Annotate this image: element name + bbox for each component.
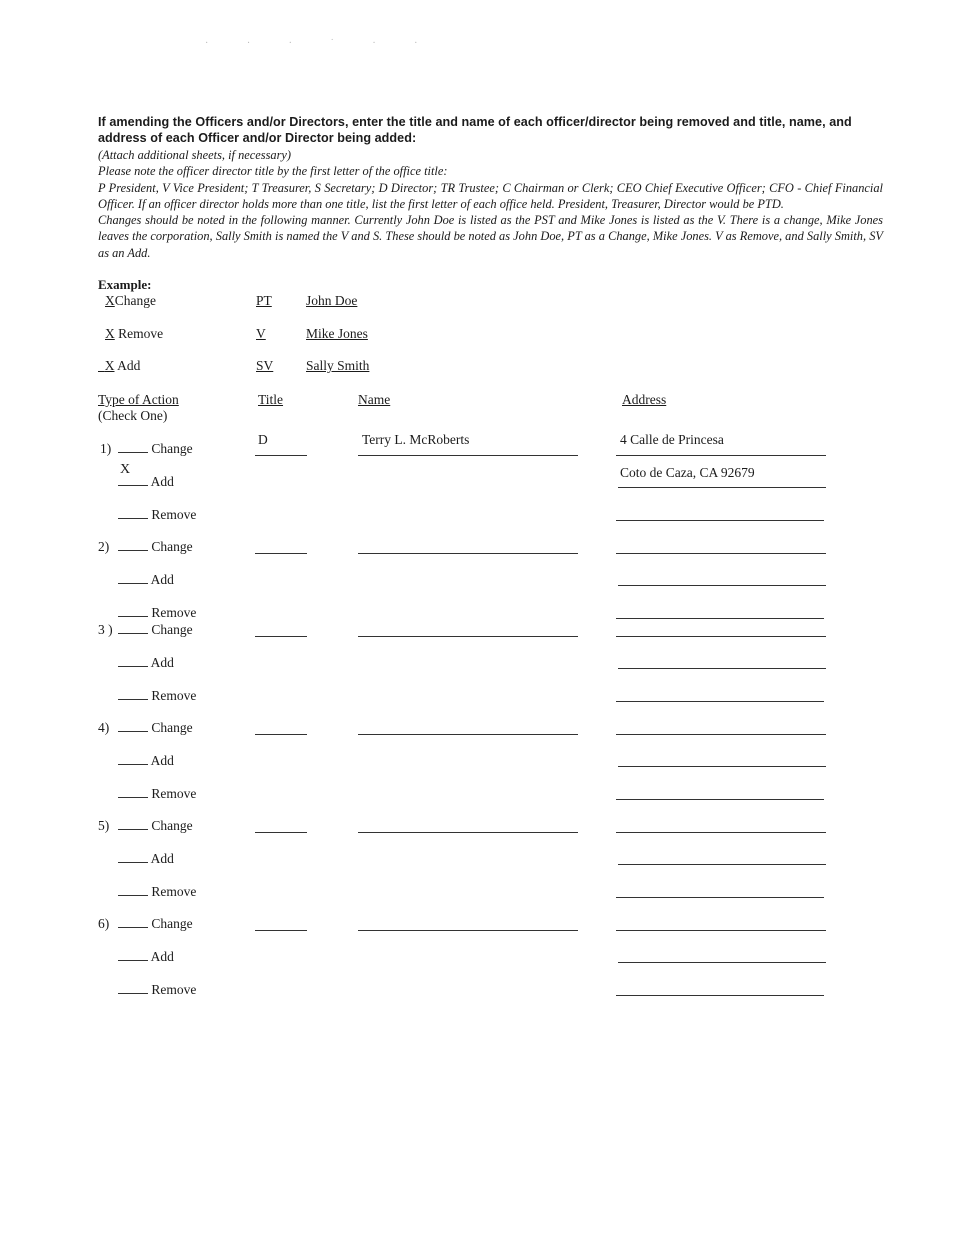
action-add-checkbox[interactable] xyxy=(118,572,148,584)
attach-note: (Attach additional sheets, if necessary) xyxy=(98,148,292,162)
action-add-checkbox[interactable] xyxy=(118,949,148,961)
action-change[interactable] xyxy=(118,916,193,932)
example-mark: X xyxy=(105,293,115,308)
changes-note: Changes should be noted in the following manner. Currently John Doe is listed as the PST and Mike Jones is listed as the V. There is a change, Mike Jones leaves the corporation, Sally Smith is named the V and S. These should be noted as John Doe, PT as a Change, Mike Jones. V as Remove, and Sally Smith, SV as an Add. xyxy=(98,213,883,260)
action-remove-checkbox[interactable] xyxy=(118,884,148,896)
action-add-label: Add xyxy=(150,655,174,670)
example-action: Remove xyxy=(118,326,164,341)
action-remove-label: Remove xyxy=(151,605,197,620)
title-field-line xyxy=(255,553,307,554)
name-field-line xyxy=(358,734,578,735)
example-mark: X xyxy=(104,358,115,373)
action-remove-checkbox[interactable] xyxy=(118,507,148,519)
action-change-label: Change xyxy=(151,916,193,931)
address-line3-field xyxy=(616,995,824,996)
action-add-checkbox[interactable] xyxy=(118,655,148,667)
example-action: Change xyxy=(114,293,156,308)
example-mark: X xyxy=(105,326,115,341)
action-change[interactable] xyxy=(118,622,193,638)
example-title: V xyxy=(256,326,266,341)
name-value[interactable]: Terry L. McRoberts xyxy=(362,432,470,447)
example-title: SV xyxy=(256,358,274,373)
action-add-checkbox[interactable] xyxy=(118,851,148,863)
instructions xyxy=(98,147,883,261)
entry-number: 5) xyxy=(98,818,110,833)
action-add-label: Add xyxy=(150,753,174,768)
action-remove-checkbox[interactable] xyxy=(118,982,148,994)
address-line2-field xyxy=(618,668,826,669)
action-remove-label: Remove xyxy=(151,884,197,899)
scan-specks: · · · ˙ · · xyxy=(205,38,436,49)
action-add-label: Add xyxy=(150,572,174,587)
action-remove-label: Remove xyxy=(151,507,197,522)
header-check-one: (Check One) xyxy=(98,408,168,423)
name-field-line xyxy=(358,553,578,554)
action-remove-label: Remove xyxy=(151,982,197,997)
example-name: Sally Smith xyxy=(306,358,370,373)
action-remove-checkbox[interactable] xyxy=(118,786,148,798)
action-add[interactable] xyxy=(118,572,174,588)
action-change-checkbox[interactable] xyxy=(118,622,148,634)
entry-number: 4) xyxy=(98,720,110,735)
action-change[interactable] xyxy=(118,818,193,834)
add-check-mark: X xyxy=(120,462,131,477)
action-change-checkbox[interactable] xyxy=(118,441,148,453)
example-row-remove xyxy=(105,326,163,342)
action-change-label: Change xyxy=(151,720,193,735)
address-line2-value[interactable]: Coto de Caza, CA 92679 xyxy=(620,465,755,480)
action-change[interactable] xyxy=(118,720,193,736)
action-add-label: Add xyxy=(150,851,174,866)
example-label: Example: xyxy=(98,277,152,292)
action-add[interactable] xyxy=(118,655,174,671)
title-note: Please note the officer director title by the first letter of the office title: xyxy=(98,164,448,179)
action-change-label: Change xyxy=(151,622,193,637)
title-field-line xyxy=(255,636,307,637)
entry-number: 2) xyxy=(98,539,110,554)
action-change[interactable] xyxy=(118,539,193,555)
entry-number: 1) xyxy=(100,441,112,456)
action-remove-checkbox[interactable] xyxy=(118,688,148,700)
action-remove-label: Remove xyxy=(151,786,197,801)
title-field-line xyxy=(255,930,307,931)
header-title: Title xyxy=(258,392,284,407)
title-value[interactable]: D xyxy=(258,432,268,447)
action-add-checkbox[interactable] xyxy=(118,753,148,765)
address-line2-field xyxy=(618,487,826,488)
amend-heading: If amending the Officers and/or Directors, enter the title and name of each officer/director being removed and title, name, and address of each Officer and/or Director being added: xyxy=(98,115,852,145)
action-change-checkbox[interactable] xyxy=(118,916,148,928)
action-change-label: Change xyxy=(151,539,193,554)
name-field-line xyxy=(358,832,578,833)
action-change-label: Change xyxy=(151,441,193,456)
address-line2-field xyxy=(618,864,826,865)
action-remove-checkbox[interactable] xyxy=(118,605,148,617)
action-remove[interactable] xyxy=(118,688,196,704)
address-line1-field xyxy=(616,455,826,456)
action-change-label: Change xyxy=(151,818,193,833)
action-remove[interactable] xyxy=(118,786,196,802)
action-add[interactable] xyxy=(118,949,174,965)
entry-number: 6) xyxy=(98,916,110,931)
action-remove[interactable] xyxy=(118,982,196,998)
header-type-of-action: Type of Action xyxy=(98,392,179,407)
action-add-label: Add xyxy=(150,474,174,489)
name-field-line xyxy=(358,455,578,456)
name-field-line xyxy=(358,636,578,637)
action-add-label: Add xyxy=(150,949,174,964)
address-line1-value[interactable]: 4 Calle de Princesa xyxy=(620,432,724,447)
address-line2-field xyxy=(618,766,826,767)
title-field-line xyxy=(255,832,307,833)
action-change[interactable] xyxy=(118,441,193,457)
address-line2-field xyxy=(618,585,826,586)
action-remove[interactable] xyxy=(118,507,196,523)
address-line3-field xyxy=(616,701,824,702)
address-line1-field xyxy=(616,734,826,735)
example-action: Add xyxy=(117,358,141,373)
title-list: P President, V Vice President; T Treasurer, S Secretary; D Director; TR Trustee; C Chairman or Clerk; CEO Chief Executive Officer; CFO - Chief Financial Officer. If an officer director holds more than one title, list the first letter of each office held. President, Treasurer, Director would be PTD. xyxy=(98,180,883,211)
header-address: Address xyxy=(622,392,667,407)
title-field-line xyxy=(255,455,307,456)
example-row-add xyxy=(98,358,140,374)
address-line1-field xyxy=(616,930,826,931)
address-line3-field xyxy=(616,618,824,619)
action-remove-label: Remove xyxy=(151,688,197,703)
address-line3-field xyxy=(616,799,824,800)
example-name: John Doe xyxy=(306,293,358,308)
entry-number: 3 ) xyxy=(98,622,113,637)
address-line1-field xyxy=(616,553,826,554)
example-name: Mike Jones xyxy=(306,326,368,341)
address-line3-field xyxy=(616,520,824,521)
action-add[interactable] xyxy=(118,851,174,867)
name-field-line xyxy=(358,930,578,931)
example-row-change xyxy=(105,293,156,309)
action-change-checkbox[interactable] xyxy=(118,539,148,551)
address-line3-field xyxy=(616,897,824,898)
title-field-line xyxy=(255,734,307,735)
example-title: PT xyxy=(256,293,272,308)
address-line2-field xyxy=(618,962,826,963)
address-line1-field xyxy=(616,832,826,833)
action-change-checkbox[interactable] xyxy=(118,818,148,830)
address-line1-field xyxy=(616,636,826,637)
header-name: Name xyxy=(358,392,391,407)
action-remove[interactable] xyxy=(118,884,196,900)
action-add[interactable] xyxy=(118,753,174,769)
action-remove[interactable] xyxy=(118,605,196,621)
action-change-checkbox[interactable] xyxy=(118,720,148,732)
